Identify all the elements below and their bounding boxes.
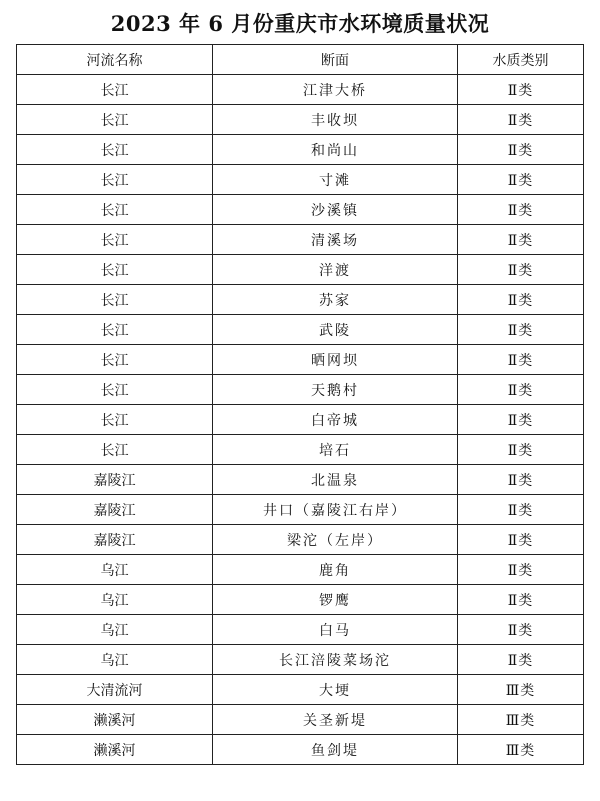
table-row — [17, 555, 584, 585]
column-header-river: 河流名称 — [17, 45, 213, 75]
table-row — [17, 495, 584, 525]
table-row — [17, 375, 584, 405]
river-name-cell: 长江 — [17, 345, 213, 375]
river-name-cell: 乌江 — [17, 645, 213, 675]
section-cell: 关圣新堤 — [213, 705, 458, 735]
water-grade-cell: Ⅲ类 — [458, 735, 584, 765]
river-name-cell: 濑溪河 — [17, 705, 213, 735]
river-name-cell: 嘉陵江 — [17, 525, 213, 555]
header-row — [17, 45, 584, 75]
table-row — [17, 615, 584, 645]
table-row — [17, 315, 584, 345]
table-row — [17, 645, 584, 675]
water-grade-cell: Ⅱ类 — [458, 105, 584, 135]
section-cell: 培石 — [213, 435, 458, 465]
water-grade-cell: Ⅱ类 — [458, 165, 584, 195]
water-grade-cell: Ⅲ类 — [458, 705, 584, 735]
section-cell: 鹿角 — [213, 555, 458, 585]
section-cell: 苏家 — [213, 285, 458, 315]
column-header-grade: 水质类别 — [458, 45, 584, 75]
section-cell: 白帝城 — [213, 405, 458, 435]
table-row — [17, 585, 584, 615]
river-name-cell: 长江 — [17, 435, 213, 465]
water-grade-cell: Ⅱ类 — [458, 435, 584, 465]
river-name-cell: 长江 — [17, 195, 213, 225]
section-cell: 江津大桥 — [213, 75, 458, 105]
section-cell: 丰收坝 — [213, 105, 458, 135]
table-row — [17, 285, 584, 315]
section-cell: 天鹅村 — [213, 375, 458, 405]
water-grade-cell: Ⅱ类 — [458, 615, 584, 645]
river-name-cell: 长江 — [17, 405, 213, 435]
page-title: 2023 年 6 月份重庆市水环境质量状况 — [110, 11, 490, 36]
table-row — [17, 75, 584, 105]
water-grade-cell: Ⅱ类 — [458, 495, 584, 525]
water-grade-cell: Ⅱ类 — [458, 555, 584, 585]
section-cell: 锣鹰 — [213, 585, 458, 615]
river-name-cell: 长江 — [17, 375, 213, 405]
river-name-cell: 长江 — [17, 225, 213, 255]
section-cell: 沙溪镇 — [213, 195, 458, 225]
river-name-cell: 乌江 — [17, 615, 213, 645]
river-name-cell: 大清流河 — [17, 675, 213, 705]
water-grade-cell: Ⅱ类 — [458, 345, 584, 375]
table-row — [17, 525, 584, 555]
section-cell: 梁沱（左岸） — [213, 525, 458, 555]
section-cell: 大埂 — [213, 675, 458, 705]
river-name-cell: 长江 — [17, 285, 213, 315]
section-cell: 白马 — [213, 615, 458, 645]
river-name-cell: 嘉陵江 — [17, 495, 213, 525]
water-grade-cell: Ⅱ类 — [458, 135, 584, 165]
section-cell: 晒网坝 — [213, 345, 458, 375]
section-cell: 鱼剑堤 — [213, 735, 458, 765]
river-name-cell: 乌江 — [17, 585, 213, 615]
river-name-cell: 长江 — [17, 135, 213, 165]
river-name-cell: 濑溪河 — [17, 735, 213, 765]
water-grade-cell: Ⅱ类 — [458, 75, 584, 105]
table-row — [17, 195, 584, 225]
river-name-cell: 长江 — [17, 75, 213, 105]
column-header-section: 断面 — [213, 45, 458, 75]
table-row — [17, 705, 584, 735]
river-name-cell: 长江 — [17, 165, 213, 195]
water-grade-cell: Ⅲ类 — [458, 675, 584, 705]
river-name-cell: 长江 — [17, 105, 213, 135]
water-grade-cell: Ⅱ类 — [458, 645, 584, 675]
table-row — [17, 105, 584, 135]
water-quality-table — [16, 44, 584, 765]
section-cell: 洋渡 — [213, 255, 458, 285]
water-grade-cell: Ⅱ类 — [458, 525, 584, 555]
section-cell: 北温泉 — [213, 465, 458, 495]
table-row — [17, 675, 584, 705]
river-name-cell: 乌江 — [17, 555, 213, 585]
table-row — [17, 255, 584, 285]
table-row — [17, 465, 584, 495]
table-body — [17, 75, 584, 765]
table-row — [17, 135, 584, 165]
section-cell: 长江涪陵菜场沱 — [213, 645, 458, 675]
water-grade-cell: Ⅱ类 — [458, 225, 584, 255]
table-row — [17, 435, 584, 465]
water-grade-cell: Ⅱ类 — [458, 285, 584, 315]
water-grade-cell: Ⅱ类 — [458, 375, 584, 405]
river-name-cell: 长江 — [17, 255, 213, 285]
water-grade-cell: Ⅱ类 — [458, 255, 584, 285]
table-row — [17, 345, 584, 375]
water-grade-cell: Ⅱ类 — [458, 585, 584, 615]
table-row — [17, 165, 584, 195]
water-grade-cell: Ⅱ类 — [458, 195, 584, 225]
table-header — [17, 45, 584, 75]
table-row — [17, 225, 584, 255]
section-cell: 武陵 — [213, 315, 458, 345]
section-cell: 清溪场 — [213, 225, 458, 255]
section-cell: 井口（嘉陵江右岸） — [213, 495, 458, 525]
section-cell: 寸滩 — [213, 165, 458, 195]
river-name-cell: 长江 — [17, 315, 213, 345]
water-grade-cell: Ⅱ类 — [458, 405, 584, 435]
section-cell: 和尚山 — [213, 135, 458, 165]
river-name-cell: 嘉陵江 — [17, 465, 213, 495]
water-grade-cell: Ⅱ类 — [458, 465, 584, 495]
table-row — [17, 405, 584, 435]
table-row — [17, 735, 584, 765]
water-grade-cell: Ⅱ类 — [458, 315, 584, 345]
